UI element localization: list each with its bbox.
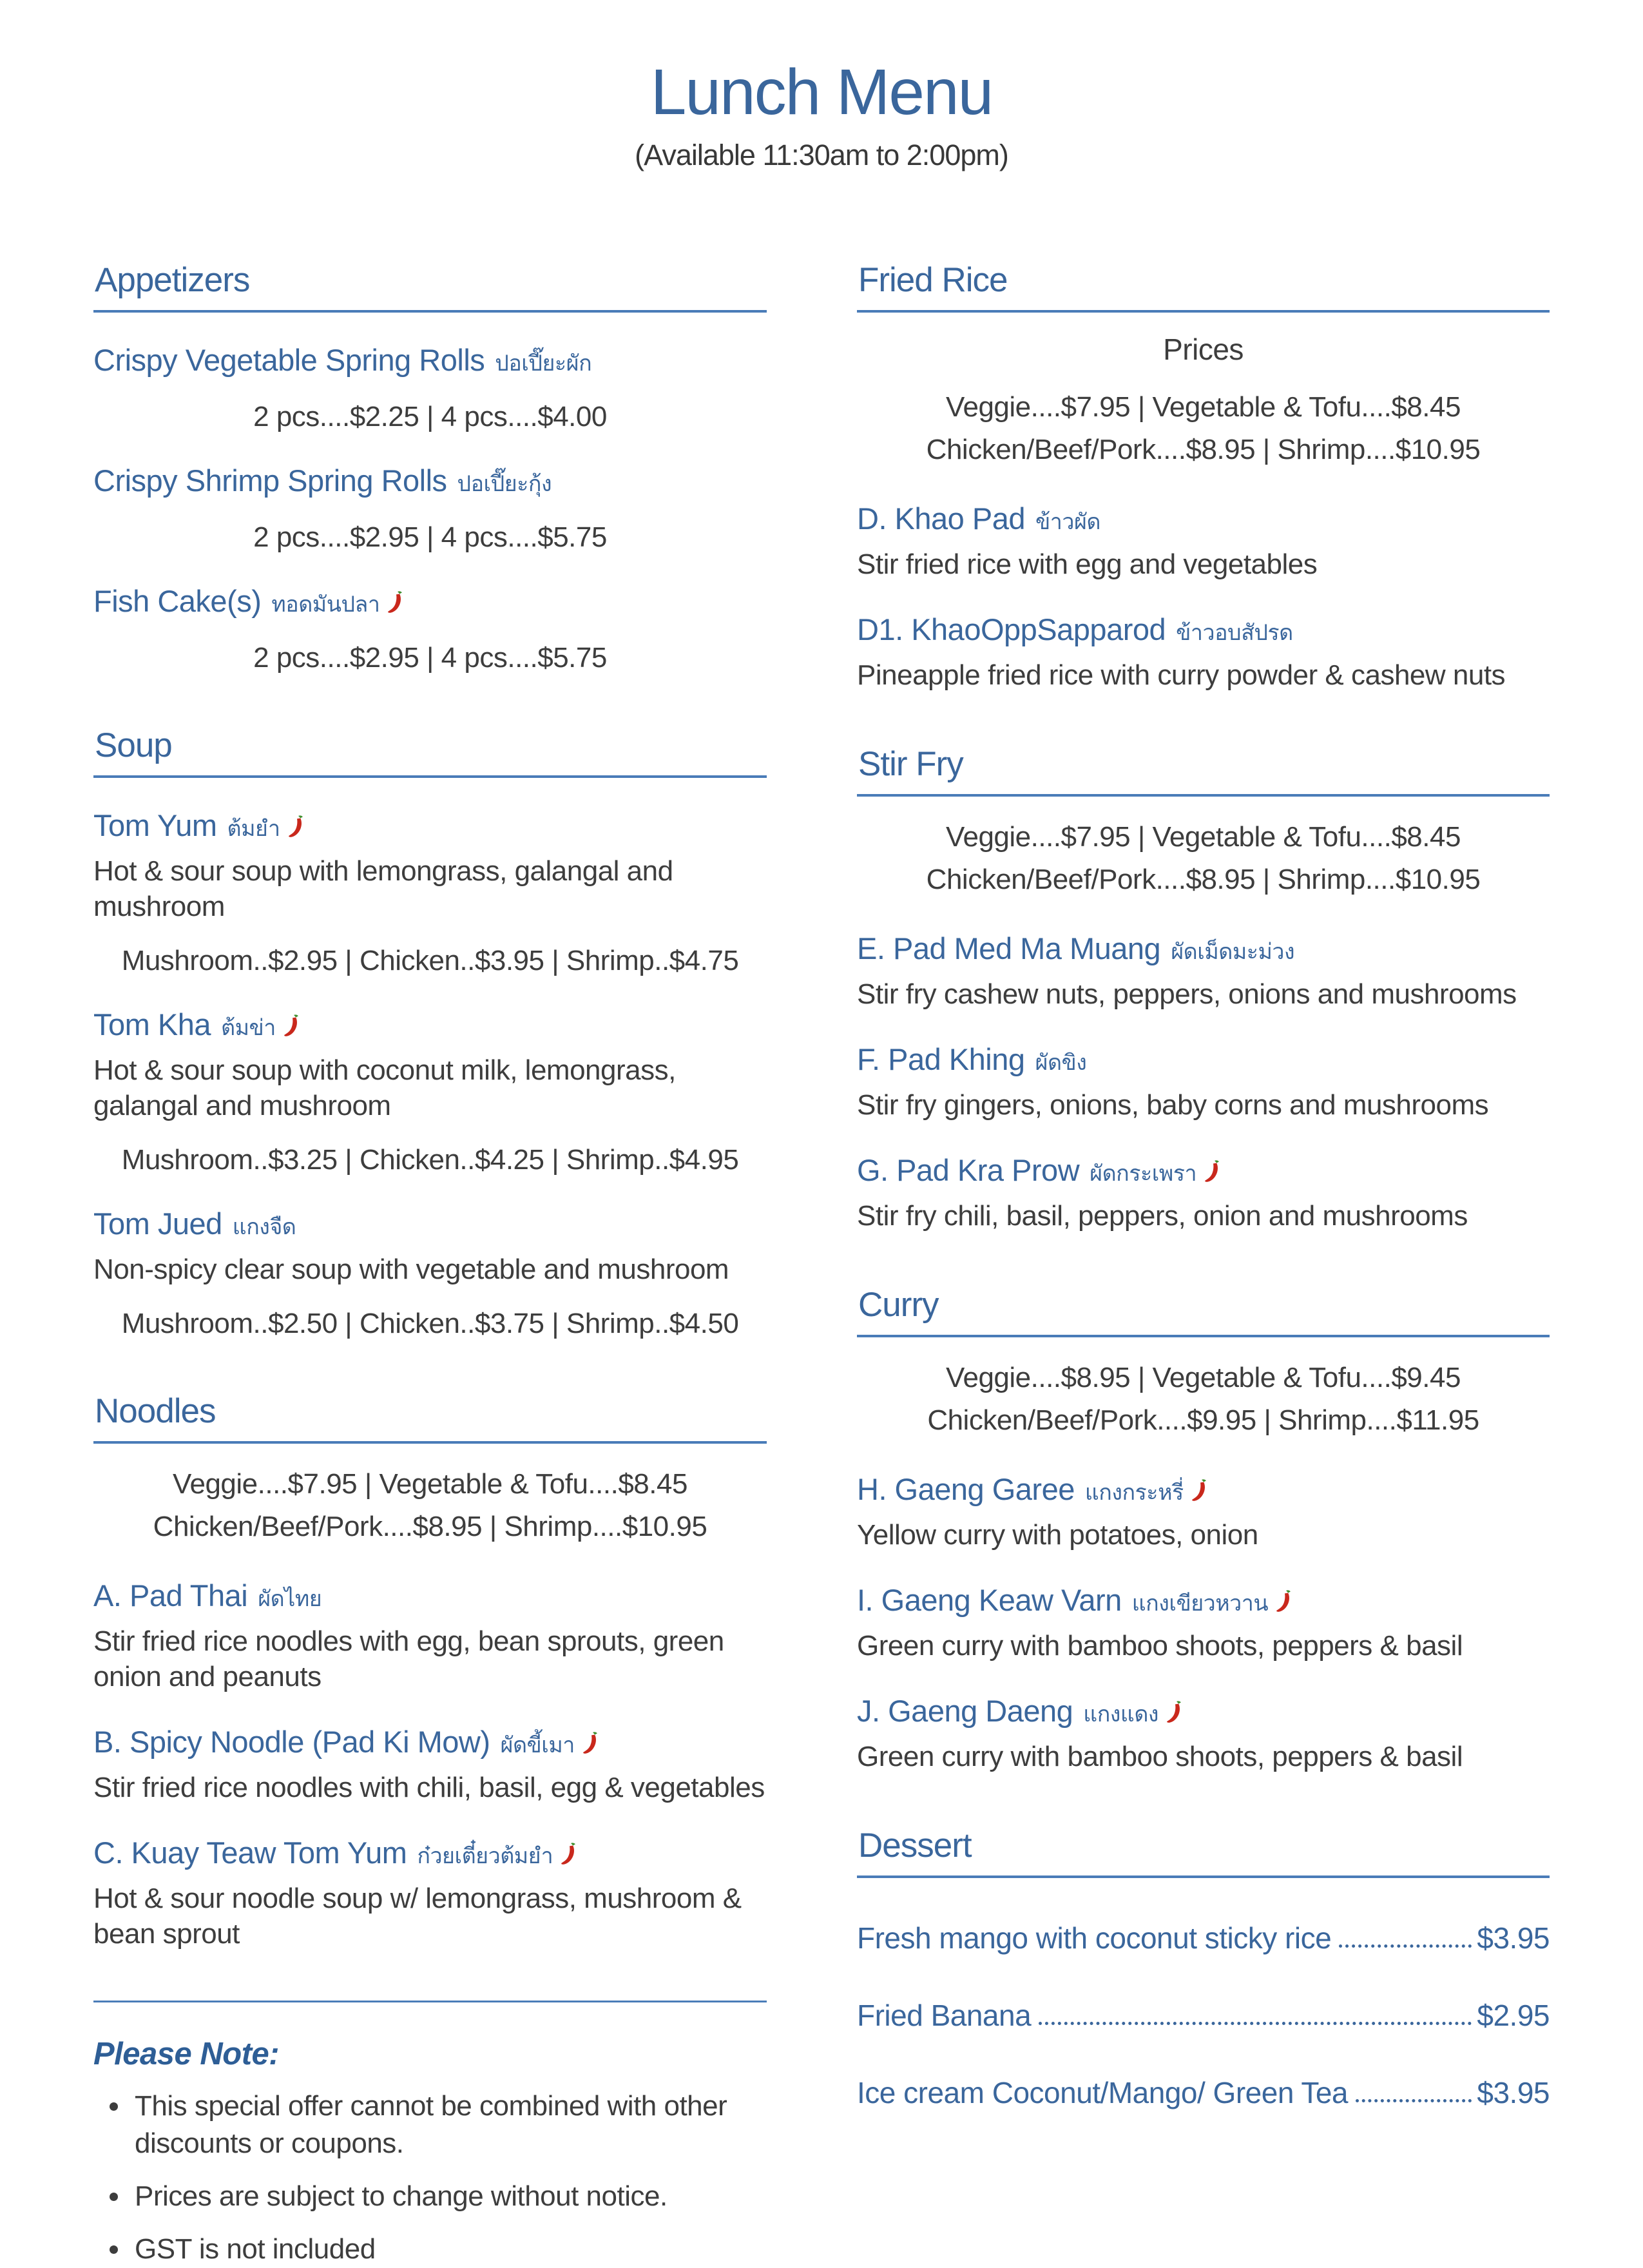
menu-item-description: Yellow curry with potatoes, onion xyxy=(857,1519,1258,1551)
left-column xyxy=(93,260,767,2268)
menu-item-name-row xyxy=(857,1693,1550,1731)
menu-item-name-row xyxy=(857,1471,1550,1509)
menu-item-name: H. Gaeng Garee xyxy=(857,1472,1075,1506)
dessert-item xyxy=(857,1921,1550,1955)
menu-item-description: Stir fry cashew nuts, peppers, onions and mushrooms xyxy=(857,978,1517,1010)
menu-item-thai-name: ปอเปี๊ยะกุ้ง xyxy=(457,472,552,496)
chili-pepper-icon xyxy=(387,590,405,615)
menu-item-thai-name: ปอเปี๊ยะผัก xyxy=(495,351,592,376)
menu-item-name-row xyxy=(93,808,767,846)
menu-item-name-row xyxy=(93,463,767,501)
menu-item-thai-name: ต้มยำ xyxy=(227,817,280,841)
menu-item-name-row xyxy=(857,1582,1550,1620)
section-stir-fry xyxy=(857,744,1550,1234)
please-note-title: Please Note: xyxy=(93,2037,280,2071)
spicy-indicator xyxy=(387,583,405,619)
menu-item xyxy=(93,1206,767,1340)
dessert-item xyxy=(857,1998,1550,2033)
menu-item xyxy=(93,583,767,674)
menu-item xyxy=(857,1152,1550,1234)
menu-item-name-row xyxy=(857,1042,1550,1080)
chili-pepper-icon xyxy=(1276,1589,1294,1614)
price-table xyxy=(857,332,1550,471)
menu-item-description: Stir fried rice noodles with chili, basil, egg & vegetables xyxy=(93,1772,765,1803)
menu-item-name: I. Gaeng Keaw Varn xyxy=(857,1583,1122,1617)
price-line: Chicken/Beef/Pork....$8.95 | Shrimp....$10.95 xyxy=(153,1511,707,1542)
menu-item-name-row xyxy=(93,583,767,621)
menu-item-name-row xyxy=(93,342,767,380)
dotted-leader xyxy=(1356,2099,1472,2102)
menu-item-name-row xyxy=(857,931,1550,969)
dessert-item-price: $3.95 xyxy=(1477,2076,1550,2109)
chili-pepper-icon xyxy=(561,1841,579,1867)
menu-item-name: C. Kuay Teaw Tom Yum xyxy=(93,1836,407,1870)
menu-item xyxy=(857,931,1550,1012)
menu-item-name: D1. KhaoOppSapparod xyxy=(857,612,1166,646)
section-fried-rice xyxy=(857,260,1550,693)
menu-item-thai-name: ก๋วยเตี๋ยวต้มยำ xyxy=(417,1844,553,1868)
menu-item-description: Green curry with bamboo shoots, peppers & basil xyxy=(857,1630,1463,1662)
menu-item-description: Hot & sour soup with lemongrass, galangal and mushroom xyxy=(93,855,673,922)
menu-item-description: Non-spicy clear soup with vegetable and mushroom xyxy=(93,1254,729,1285)
dessert-item xyxy=(857,2075,1550,2110)
note-bullet: • This special offer cannot be combined with other discounts or coupons. xyxy=(131,2088,767,2162)
menu-item-prices: 2 pcs....$2.95 | 4 pcs....$5.75 xyxy=(253,642,607,674)
menu-item xyxy=(93,1578,767,1694)
dessert-item-name: Fried Banana xyxy=(857,1999,1032,2032)
menu-item-name: Tom Yum xyxy=(93,808,217,842)
menu-item-prices: Mushroom..$3.25 | Chicken..$4.25 | Shrimp..$4.95 xyxy=(121,1144,739,1176)
menu-item-name: Crispy Vegetable Spring Rolls xyxy=(93,343,485,377)
price-table-label: Prices xyxy=(1163,333,1244,366)
section-appetizers xyxy=(93,260,767,674)
menu-item xyxy=(857,1042,1550,1123)
menu-item-description: Hot & sour noodle soup w/ lemongrass, mushroom & bean sprout xyxy=(93,1883,742,1950)
menu-item-thai-name: แกงจืด xyxy=(232,1215,296,1239)
price-line: Veggie....$8.95 | Vegetable & Tofu....$9.45 xyxy=(946,1362,1461,1393)
chili-pepper-icon xyxy=(582,1730,601,1756)
menu-item-name-row xyxy=(93,1835,767,1873)
spicy-indicator xyxy=(561,1835,579,1870)
section-title: Stir Fry xyxy=(857,744,1550,797)
price-line: Veggie....$7.95 | Vegetable & Tofu....$8.45 xyxy=(173,1468,687,1500)
chili-pepper-icon xyxy=(1191,1478,1209,1504)
lunch-menu-page xyxy=(0,55,1643,2265)
menu-item xyxy=(93,342,767,433)
section-title: Curry xyxy=(857,1285,1550,1337)
menu-item-thai-name: ข้าวอบสัปรด xyxy=(1176,621,1293,645)
menu-item-name: J. Gaeng Daeng xyxy=(857,1694,1073,1728)
menu-item-thai-name: ผัดขี้เมา xyxy=(500,1733,575,1758)
menu-item-thai-name: ผัดกระเพรา xyxy=(1090,1161,1197,1186)
menu-item-name-row xyxy=(857,612,1550,650)
menu-item xyxy=(857,1582,1550,1663)
menu-item-name-row xyxy=(93,1206,767,1244)
section-title: Fried Rice xyxy=(857,260,1550,313)
page-title: Lunch Menu xyxy=(650,56,993,128)
menu-item-name: A. Pad Thai xyxy=(93,1578,248,1613)
section-curry xyxy=(857,1285,1550,1774)
menu-item-description: Stir fried rice with egg and vegetables xyxy=(857,548,1318,580)
menu-item-name: Fish Cake(s) xyxy=(93,584,262,618)
section-dessert xyxy=(857,1826,1550,2110)
price-line: Chicken/Beef/Pork....$9.95 | Shrimp....$11.95 xyxy=(927,1404,1479,1436)
spicy-indicator xyxy=(1204,1152,1222,1188)
price-table xyxy=(857,1357,1550,1442)
menu-item-name: Tom Jued xyxy=(93,1207,222,1241)
menu-item-thai-name: ผัดไทย xyxy=(258,1587,322,1611)
menu-item xyxy=(93,1007,767,1176)
section-title: Appetizers xyxy=(93,260,767,313)
section-soup xyxy=(93,726,767,1340)
note-bullet: • GST is not included xyxy=(131,2231,767,2268)
menu-item-thai-name: ข้าวผัด xyxy=(1035,510,1100,534)
menu-item-description: Stir fry chili, basil, peppers, onion and mushrooms xyxy=(857,1200,1468,1232)
menu-item-name: Crispy Shrimp Spring Rolls xyxy=(93,463,447,498)
spicy-indicator xyxy=(288,808,306,843)
menu-item xyxy=(93,1835,767,1952)
menu-item xyxy=(857,612,1550,693)
menu-item-name: E. Pad Med Ma Muang xyxy=(857,931,1161,965)
note-divider xyxy=(93,2001,767,2002)
price-line: Veggie....$7.95 | Vegetable & Tofu....$8.45 xyxy=(946,821,1461,853)
price-line: Veggie....$7.95 | Vegetable & Tofu....$8.45 xyxy=(946,391,1461,423)
price-table xyxy=(857,816,1550,901)
menu-item xyxy=(93,1724,767,1805)
price-line: Chicken/Beef/Pork....$8.95 | Shrimp....$10.95 xyxy=(926,864,1481,895)
dessert-item-name: Ice cream Coconut/Mango/ Green Tea xyxy=(857,2076,1349,2109)
menu-item-name-row xyxy=(93,1578,767,1616)
spicy-indicator xyxy=(582,1724,601,1759)
menu-item-description: Stir fry gingers, onions, baby corns and mushrooms xyxy=(857,1089,1489,1121)
price-line: Chicken/Beef/Pork....$8.95 | Shrimp....$10.95 xyxy=(926,434,1481,465)
menu-item-description: Pineapple fried rice with curry powder & cashew nuts xyxy=(857,659,1506,691)
menu-item-prices: 2 pcs....$2.95 | 4 pcs....$5.75 xyxy=(253,521,607,553)
chili-pepper-icon xyxy=(1204,1159,1222,1185)
menu-item-thai-name: แกงกระหรี่ xyxy=(1084,1480,1184,1505)
menu-item-thai-name: ทอดมันปลา xyxy=(271,592,380,617)
menu-item-thai-name: ผัดขิง xyxy=(1035,1051,1087,1075)
dotted-leader xyxy=(1039,2022,1472,2025)
menu-item-name: B. Spicy Noodle (Pad Ki Mow) xyxy=(93,1725,490,1759)
dessert-item-name: Fresh mango with coconut sticky rice xyxy=(857,1921,1332,1955)
menu-item-name-row xyxy=(857,1152,1550,1190)
menu-item-thai-name: ผัดเม็ดมะม่วง xyxy=(1171,940,1295,964)
spicy-indicator xyxy=(283,1007,302,1042)
menu-item-prices: 2 pcs....$2.25 | 4 pcs....$4.00 xyxy=(253,401,607,432)
chili-pepper-icon xyxy=(283,1013,302,1039)
menu-item-name-row xyxy=(93,1007,767,1045)
menu-item-name: G. Pad Kra Prow xyxy=(857,1153,1080,1187)
menu-item-prices: Mushroom..$2.50 | Chicken..$3.75 | Shrimp..$4.50 xyxy=(121,1308,739,1339)
dessert-item-price: $2.95 xyxy=(1477,1999,1550,2032)
menu-item-name: D. Khao Pad xyxy=(857,501,1026,536)
menu-item-name-row xyxy=(93,1724,767,1762)
menu-item-thai-name: แกงเขียวหวาน xyxy=(1131,1591,1269,1616)
menu-item xyxy=(93,808,767,977)
menu-item-name: F. Pad Khing xyxy=(857,1042,1025,1076)
menu-item xyxy=(857,501,1550,582)
menu-item-description: Green curry with bamboo shoots, peppers & basil xyxy=(857,1741,1463,1772)
dotted-leader xyxy=(1339,1944,1472,1948)
price-table xyxy=(93,1463,767,1548)
menu-item xyxy=(93,463,767,554)
dessert-item-price: $3.95 xyxy=(1477,1921,1550,1955)
menu-item xyxy=(857,1471,1550,1553)
right-column xyxy=(857,260,1550,2110)
section-title: Noodles xyxy=(93,1391,767,1444)
menu-item-prices: Mushroom..$2.95 | Chicken..$3.95 | Shrimp..$4.75 xyxy=(121,945,739,976)
menu-item-name: Tom Kha xyxy=(93,1007,211,1042)
chili-pepper-icon xyxy=(1166,1700,1184,1725)
spicy-indicator xyxy=(1166,1693,1184,1729)
menu-item xyxy=(857,1693,1550,1774)
please-note xyxy=(93,2036,767,2268)
menu-item-description: Stir fried rice noodles with egg, bean sprouts, green onion and peanuts xyxy=(93,1625,724,1692)
menu-item-description: Hot & sour soup with coconut milk, lemongrass, galangal and mushroom xyxy=(93,1054,676,1121)
spicy-indicator xyxy=(1276,1582,1294,1618)
section-noodles xyxy=(93,1391,767,1952)
spicy-indicator xyxy=(1191,1471,1209,1507)
page-subtitle: (Available 11:30am to 2:00pm) xyxy=(635,139,1008,171)
section-title: Dessert xyxy=(857,1826,1550,1878)
section-title: Soup xyxy=(93,726,767,778)
note-bullet: • Prices are subject to change without notice. xyxy=(131,2178,767,2215)
chili-pepper-icon xyxy=(288,814,306,840)
note-bullet-list xyxy=(93,2088,767,2268)
menu-item-thai-name: ต้มข่า xyxy=(220,1016,276,1040)
menu-item-thai-name: แกงแดง xyxy=(1083,1702,1158,1727)
menu-item-name-row xyxy=(857,501,1550,539)
